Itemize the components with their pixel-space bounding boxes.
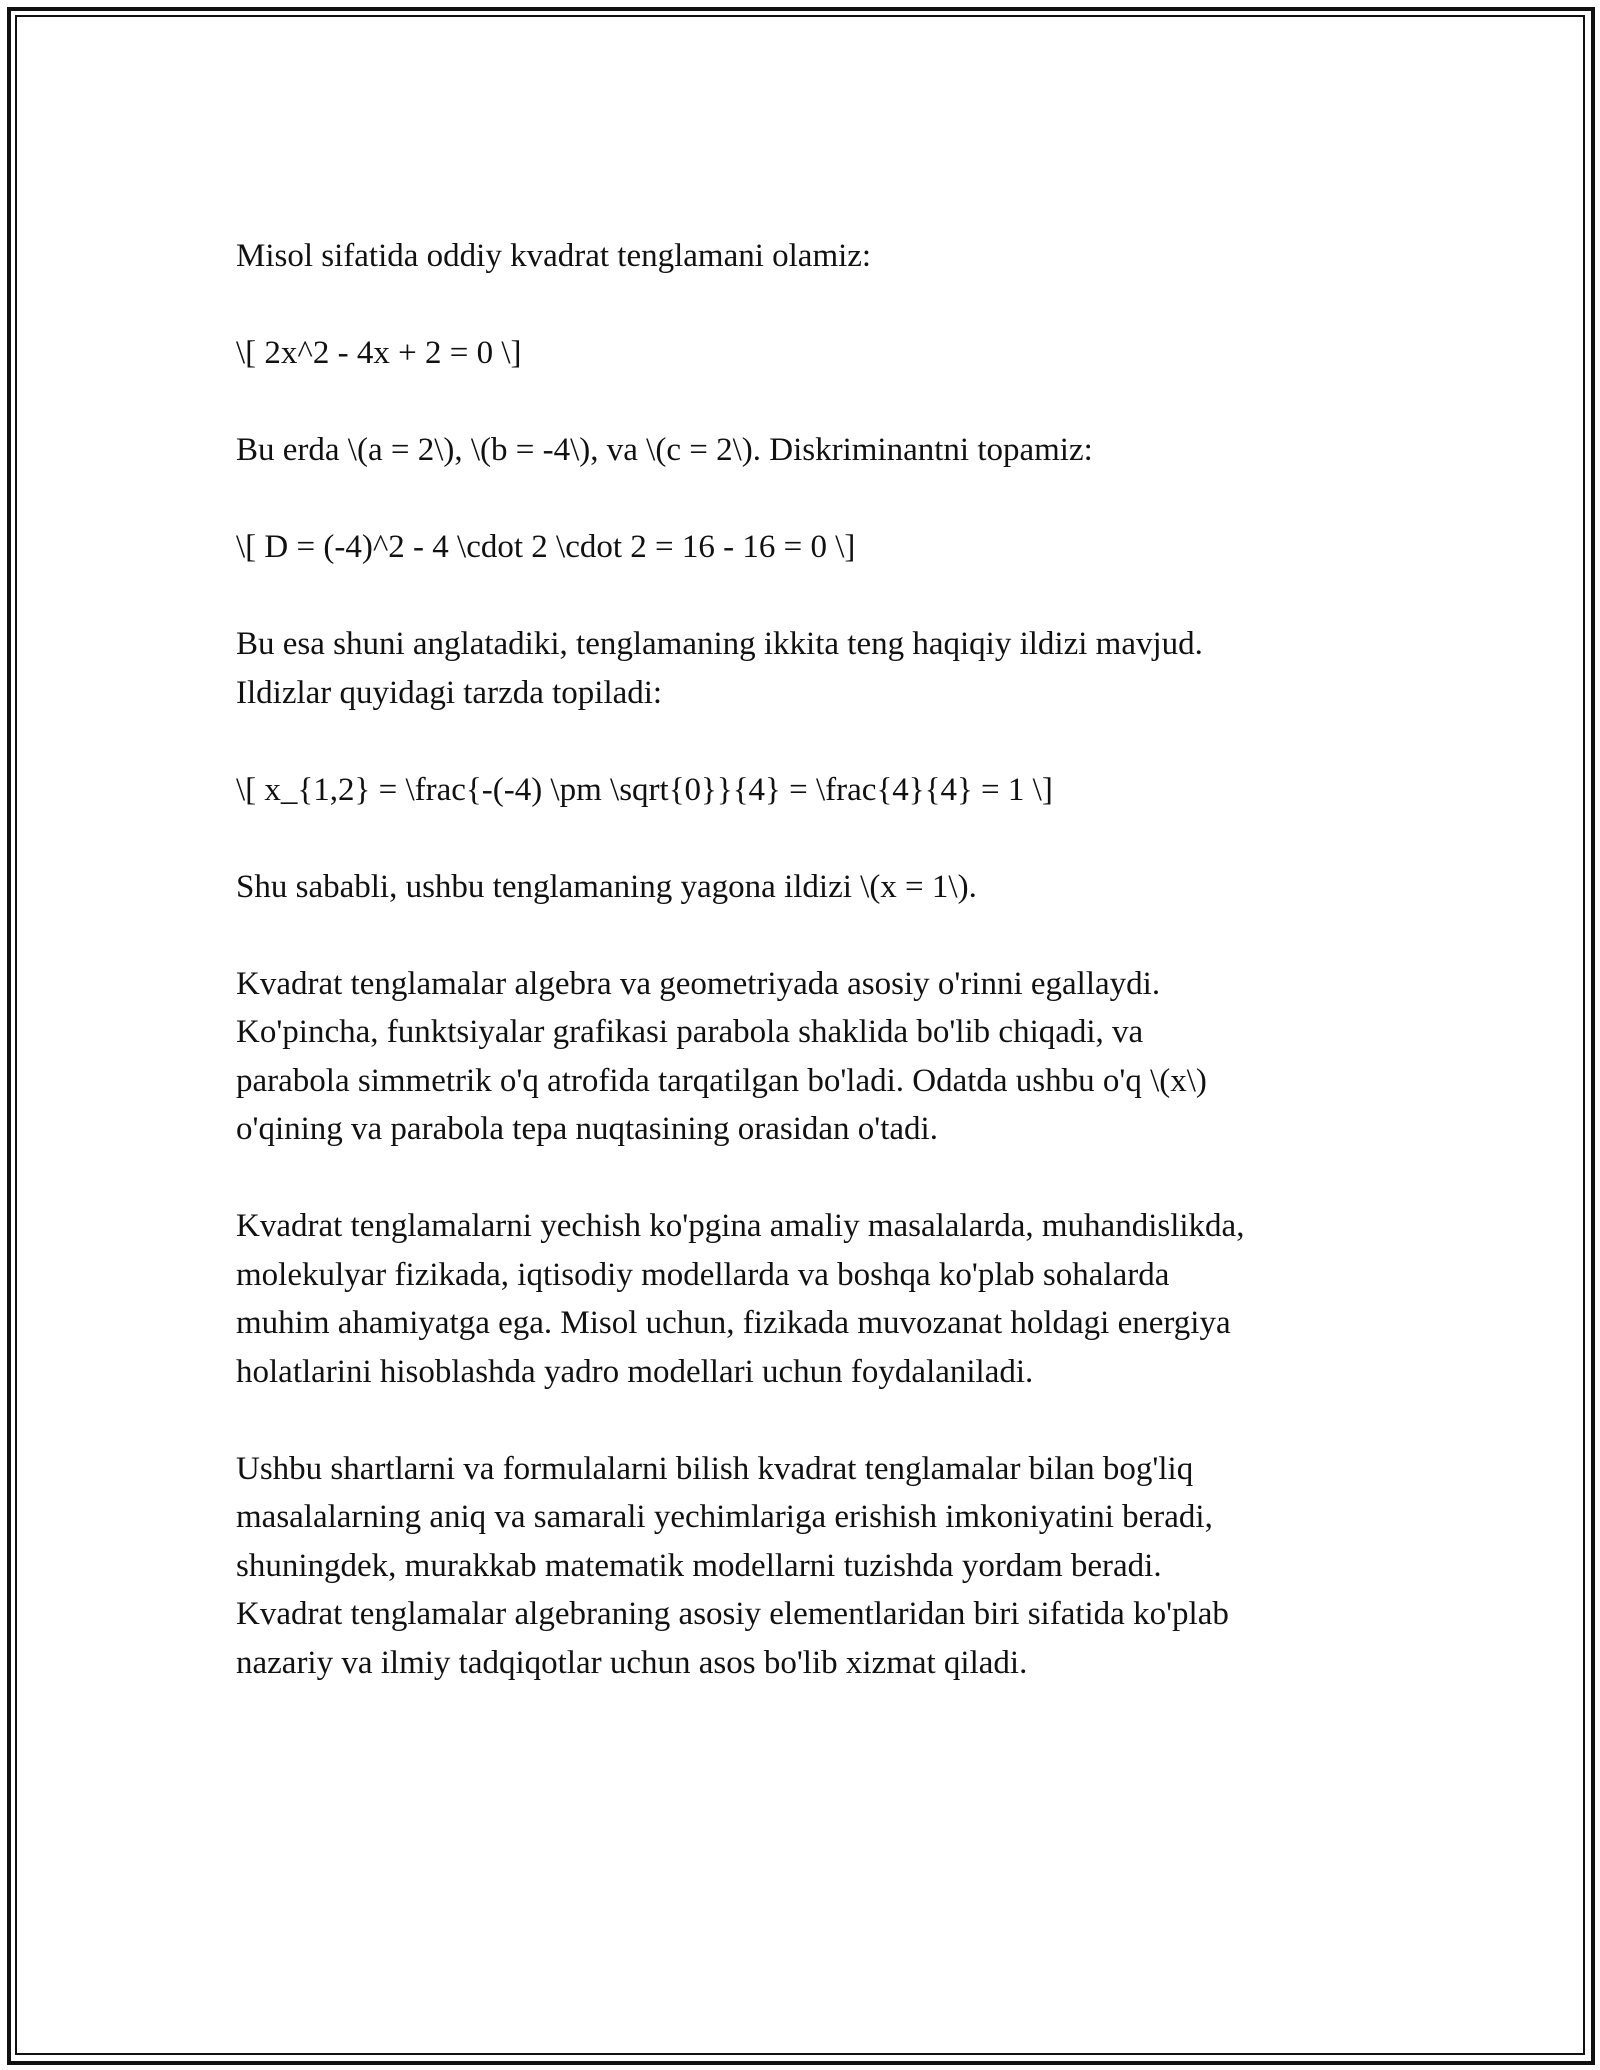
paragraph-roots-intro (236, 620, 1366, 717)
paragraph-coefficients (236, 426, 1366, 475)
text-line: nazariy va ilmiy tadqiqotlar uchun asos bo'lib xizmat qiladi. (236, 1644, 1028, 1681)
text-line: \[ D = (-4)^2 - 4 \cdot 2 \cdot 2 = 16 - 16 = 0 \] (236, 529, 856, 565)
document-body (236, 232, 1366, 1687)
paragraph-single-root (236, 863, 1366, 912)
text-line: molekulyar fizikada, iqtisodiy modellarda va boshqa ko'plab sohalarda (236, 1256, 1170, 1293)
paragraph-applications (236, 1202, 1366, 1396)
text-line: o'qining va parabola tepa nuqtasining orasidan o'tadi. (236, 1111, 938, 1147)
text-line: parabola simmetrik o'q atrofida tarqatilgan bo'ladi. Odatda ushbu o'q \(x\) (236, 1062, 1207, 1099)
text-line: Kvadrat tenglamalar algebraning asosiy elementlaridan biri sifatida ko'plab (236, 1596, 1229, 1632)
text-line: shuningdek, murakkab matematik modellarni tuzishda yordam beradi. (236, 1547, 1162, 1584)
text-line: Ushbu shartlarni va formulalarni bilish kvadrat tenglamalar bilan bog'liq (236, 1450, 1194, 1487)
text-line: Bu esa shuni anglatadiki, tenglamaning ikkita teng haqiqiy ildizi mavjud. (236, 626, 1203, 662)
paragraph-geometry (236, 960, 1366, 1154)
text-line: Ildizlar quyidagi tarzda topiladi: (236, 674, 663, 711)
paragraph-intro (236, 232, 1366, 281)
text-line: muhim ahamiyatga ega. Misol uchun, fizikada muvozanat holdagi energiya (236, 1305, 1231, 1341)
equation-quadratic (236, 329, 1366, 378)
text-line: Kvadrat tenglamalar algebra va geometriyada asosiy o'rinni egallaydi. (236, 965, 1161, 1002)
equation-roots (236, 766, 1366, 815)
text-line: \[ 2x^2 - 4x + 2 = 0 \] (236, 335, 522, 371)
text-line: Misol sifatida oddiy kvadrat tenglamani olamiz: (236, 238, 872, 274)
text-line: masalalarning aniq va samarali yechimlariga erishish imkoniyatini beradi, (236, 1499, 1213, 1535)
text-line: Kvadrat tenglamalarni yechish ko'pgina amaliy masalalarda, muhandislikda, (236, 1208, 1245, 1244)
paragraph-conclusion (236, 1445, 1366, 1688)
equation-discriminant (236, 523, 1366, 572)
text-line: holatlarini hisoblashda yadro modellari uchun foydalaniladi. (236, 1353, 1034, 1390)
text-line: \[ x_{1,2} = \frac{-(-4) \pm \sqrt{0}}{4} = \frac{4}{4} = 1 \] (236, 771, 1053, 808)
text-line: Bu erda \(a = 2\), \(b = -4\), va \(c = 2\). Diskriminantni topamiz: (236, 432, 1093, 468)
text-line: Shu sababli, ushbu tenglamaning yagona ildizi \(x = 1\). (236, 868, 977, 905)
text-line: Ko'pincha, funktsiyalar grafikasi parabola shaklida bo'lib chiqadi, va (236, 1014, 1144, 1050)
